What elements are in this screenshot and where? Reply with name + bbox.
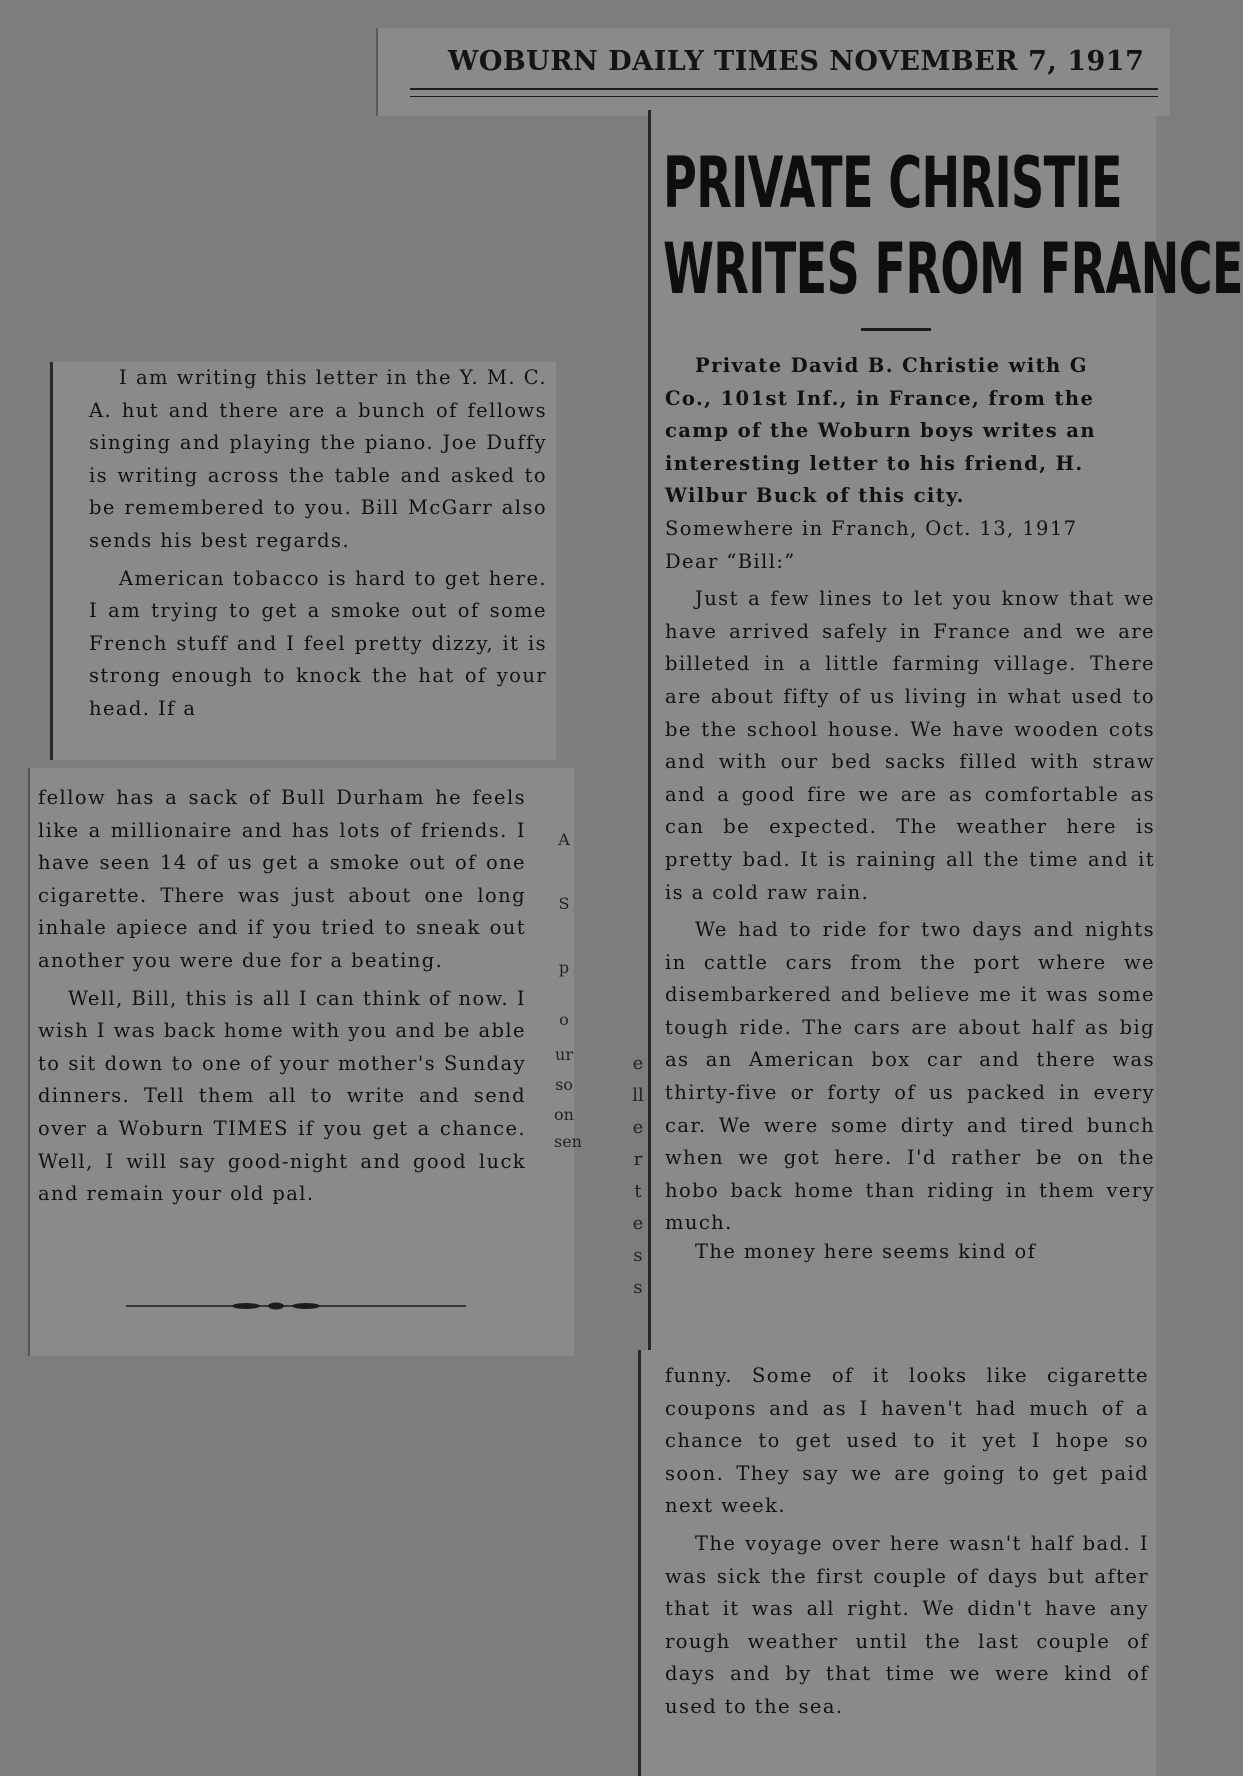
- strip-char: so: [555, 1075, 573, 1094]
- headline-rule: [861, 328, 931, 331]
- strip-char: t: [634, 1181, 642, 1202]
- strip-char: e: [632, 1117, 644, 1138]
- strip-char: e: [632, 1053, 644, 1074]
- left-body: [89, 362, 547, 731]
- main-article-clipping: [648, 110, 1243, 1360]
- article-paragraph: Well, Bill, this is all I can think of now. I wish I was back home with you and be able to sit down to one of your mother's Sunday dinners. Tell them all to write and send over a Woburn TIMES if you get a chance. Well, I will say good-night and good luck and remain your old pal.: [38, 986, 526, 1206]
- article-paragraph: The voyage over here wasn't half bad. I was sick the first couple of days but after that it was all right. We didn't have any rough weather until the last couple of days and by that time we were kind of used to the sea.: [665, 1531, 1149, 1718]
- strip-char: S: [558, 894, 570, 913]
- strip-char: on: [554, 1105, 574, 1124]
- masthead-rule-thin: [410, 96, 1158, 97]
- headline: [663, 140, 1243, 312]
- article-paragraph: fellow has a sack of Bull Durham he feels like a millionaire and has lots of friends. I have seen 14 of us get a smoke out of one cigarette. There was just about one long inhale apiece and if you tried to sneak out another you were due for a beating.: [38, 786, 526, 972]
- article-paragraph: funny. Some of it looks like cigarette coupons and as I haven't had much of a chance to get used to it yet I hope so soon. They say we are going to get paid next week.: [665, 1364, 1149, 1518]
- left-column-clipping-bottom: [28, 768, 582, 1356]
- lede-line: camp of the Woburn boys writes an: [665, 419, 1096, 443]
- masthead-clipping: [376, 28, 1170, 116]
- adjacent-column-strip: [554, 808, 582, 1154]
- headline-line-1: PRIVATE CHRISTIE: [663, 142, 1122, 224]
- article-paragraph: I am writing this letter in the Y. M. C. A. hut and there are a bunch of fellows singing and playing the piano. Joe Duffy is writing across the table and asked to be remembered to you. Bill McGarr also sends his best regards.: [89, 366, 547, 552]
- strip-char: r: [633, 1149, 643, 1170]
- adjacent-column-strip-right: [628, 1048, 648, 1304]
- closing-ornament-rule: [126, 1302, 466, 1310]
- article-paragraph: We had to ride for two days and nights in cattle cars from the port where we disembarkered and believe me it was some tough ride. The cars are about half as big as an American box car and there was thirty-five or forty of us packed in every car. We were some dirty and tired bunch when we got here. I'd rather be on the hobo back home than riding in them very much.: [665, 918, 1155, 1235]
- strip-char: ll: [632, 1085, 644, 1106]
- article-body-continued: [665, 1360, 1149, 1729]
- lede-line: Private David B. Christie with G: [695, 354, 1088, 377]
- strip-char: p: [558, 958, 570, 977]
- strip-char: ur: [555, 1045, 573, 1064]
- masthead: WOBURN DAILY TIMES NOVEMBER 7, 1917: [448, 46, 1145, 77]
- left-body-continued: [38, 782, 526, 1216]
- lede-line: interesting letter to his friend, H.: [665, 451, 1084, 475]
- lede-line: Co., 101st Inf., in France, from the: [665, 386, 1095, 410]
- article-paragraph: American tobacco is hard to get here. I am trying to get a smoke out of some French stuff and I feel pretty dizzy, it is strong enough to knock the hat of your head. If a: [89, 566, 547, 720]
- strip-char: e: [632, 1213, 644, 1234]
- headline-line-2: WRITES FROM FRANCE: [663, 228, 1243, 310]
- article-paragraph: Just a few lines to let you know that we have arrived safely in France and we are billeted in a little farming village. There are about fifty of us living in what used to be the school house. We have wooden cots and with our bed sacks filled with straw and a good fire we are as comfortable as can be expected. The weather here is pretty bad. It is raining all the time and it is a cold raw rain.: [665, 587, 1155, 904]
- masthead-rule: [410, 88, 1158, 90]
- dateline: Somewhere in Franch, Oct. 13, 1917: [665, 516, 1078, 540]
- article-paragraph-cut: The money here seems kind of: [695, 1240, 1037, 1264]
- main-article-continuation: [638, 1350, 1156, 1776]
- left-column-clipping-top: [50, 362, 556, 760]
- strip-char: A: [558, 830, 570, 849]
- article-body: [665, 350, 1155, 1264]
- strip-char: sen: [554, 1132, 582, 1151]
- strip-char: o: [559, 1010, 569, 1029]
- salutation: Dear “Bill:”: [665, 549, 796, 573]
- strip-char: s: [633, 1245, 643, 1266]
- lede-line: Wilbur Buck of this city.: [665, 484, 965, 508]
- strip-char: s: [633, 1277, 643, 1298]
